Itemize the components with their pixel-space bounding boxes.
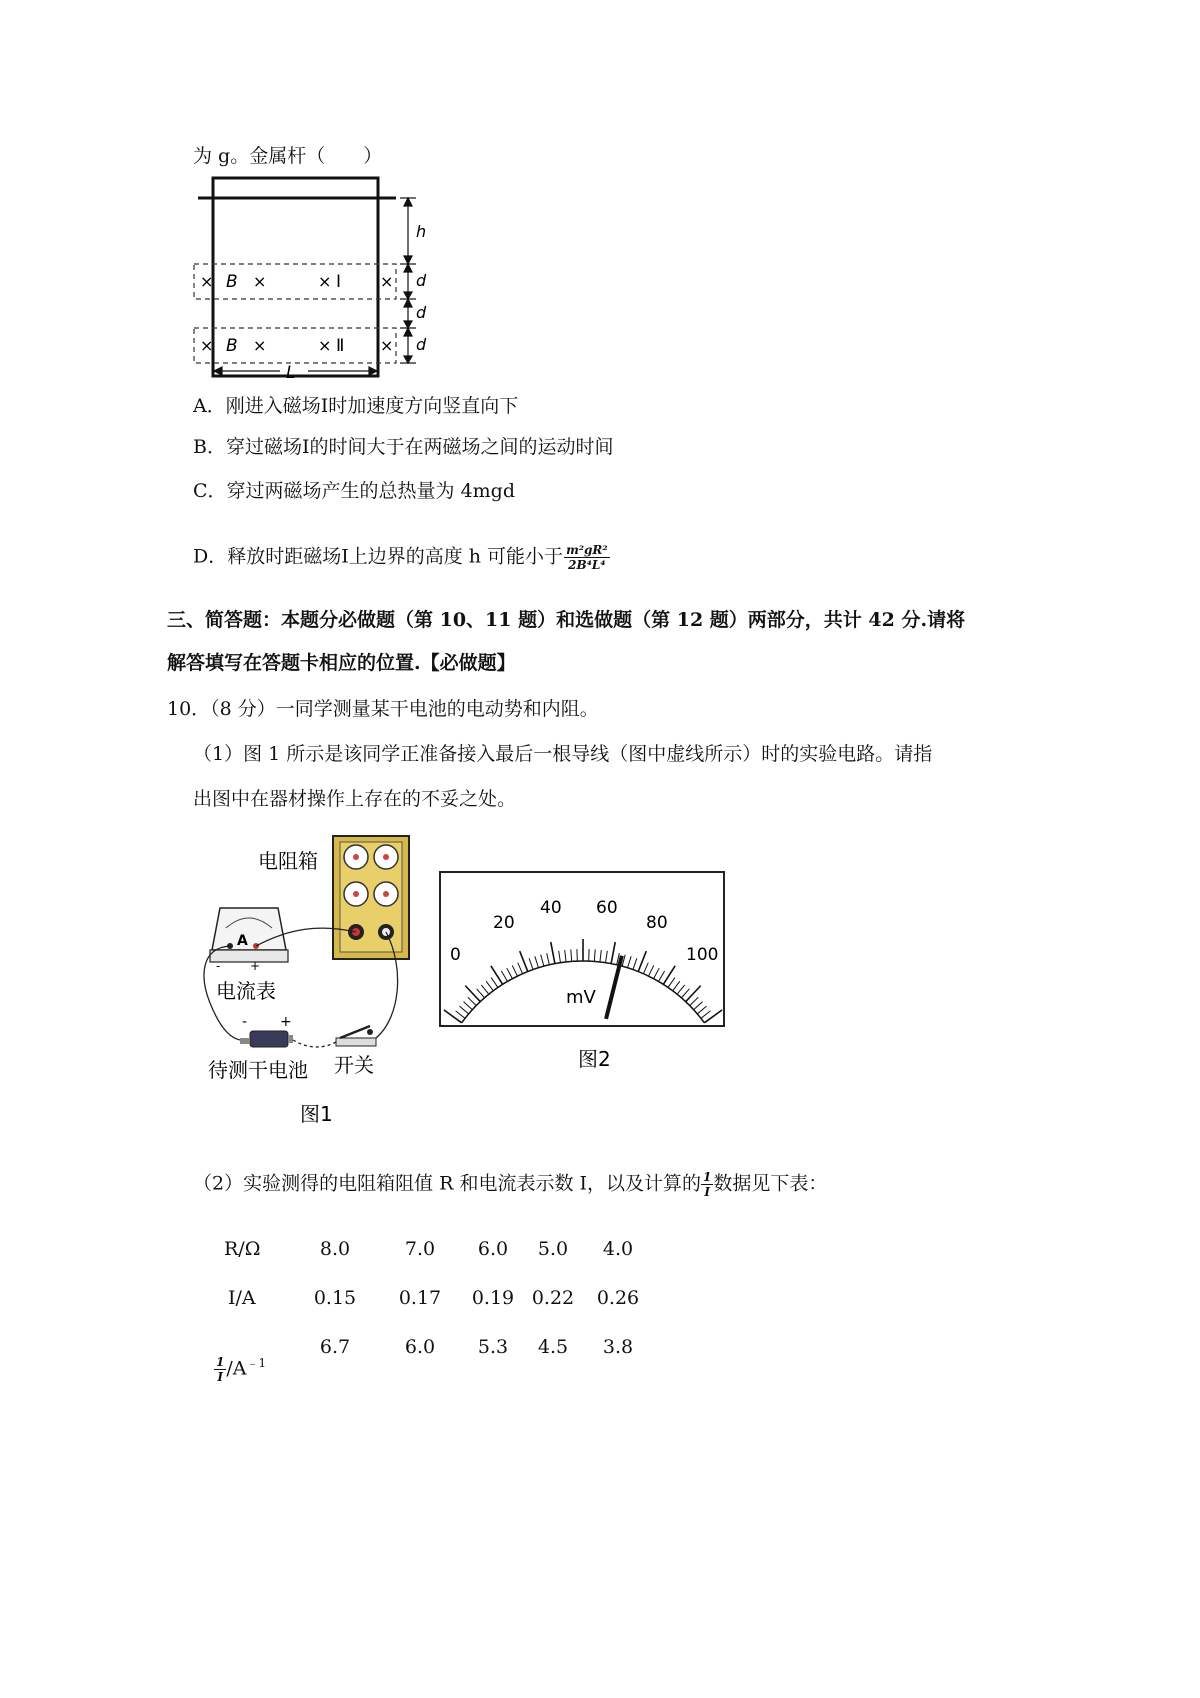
- inv-i-unit: /A: [226, 1357, 247, 1380]
- table-cell-r: 4.0: [602, 1238, 634, 1260]
- section-3-heading-line1: 三、简答题：本题分必做题（第 10、11 题）和选做题（第 12 题）两部分，共计 42 分.请将: [167, 609, 966, 631]
- table-cell-inv-i: 6.7: [319, 1336, 351, 1358]
- figure-2-caption: 图2: [578, 1047, 611, 1071]
- cross-mark: ×: [318, 336, 332, 355]
- table-cell-i: 0.22: [531, 1287, 575, 1309]
- inv-i-fraction: [214, 1355, 226, 1384]
- ammeter-plus: +: [250, 959, 261, 973]
- scale-label-80: 80: [646, 913, 668, 933]
- scale-label-60: 60: [596, 898, 618, 918]
- fraction-numerator: m²gR²: [566, 543, 608, 557]
- table-header-i: I/A: [228, 1287, 256, 1309]
- q9-stem-tail: 为 g。金属杆（ ）: [193, 145, 383, 167]
- figure-2-meter: [438, 866, 728, 1076]
- option-a: A．刚进入磁场Ⅰ时加速度方向竖直向下: [193, 395, 519, 417]
- ammeter-minus: -: [216, 959, 221, 973]
- option-d: [193, 543, 610, 572]
- table-cell-i: 0.17: [398, 1287, 442, 1309]
- battery-label: 待测干电池: [208, 1058, 308, 1082]
- battery-minus: -: [242, 1014, 248, 1030]
- ammeter-symbol: A: [237, 933, 248, 949]
- label-region-I: Ⅰ: [336, 272, 342, 292]
- dashed-wire: [293, 1040, 336, 1047]
- field-region-1: [194, 264, 396, 299]
- q10-part1-line1: （1）图 1 所示是该同学正准备接入最后一根导线（图中虚线所示）时的实验电路。请指: [193, 743, 933, 765]
- field-region-2: [194, 328, 396, 363]
- table-header-inv-i: [214, 1350, 266, 1384]
- scale-label-0: 0: [450, 945, 461, 965]
- table-cell-r: 5.0: [537, 1238, 569, 1260]
- scale-label-20: 20: [493, 913, 515, 933]
- fraction-numerator: 1: [703, 1170, 712, 1184]
- resistor-box-label: 电阻箱: [258, 849, 318, 873]
- width-arrow: [214, 367, 377, 375]
- table-cell-i: 0.26: [596, 1287, 640, 1309]
- cross-mark: ×: [380, 272, 394, 291]
- q9-figure: [188, 170, 448, 385]
- fraction-numerator: 1: [216, 1354, 225, 1369]
- part2-prefix: （2）实验测得的电阻箱阻值 R 和电流表示数 I，以及计算的: [193, 1172, 702, 1195]
- cross-mark: ×: [253, 272, 267, 291]
- part2-suffix: 数据见下表：: [713, 1172, 828, 1195]
- dimension-arrows: [400, 198, 416, 363]
- cross-mark: ×: [318, 272, 332, 291]
- ammeter-label: 电流表: [216, 979, 276, 1003]
- cross-mark: ×: [380, 336, 394, 355]
- fraction-denominator: I: [217, 1369, 223, 1384]
- table-cell-inv-i: 3.8: [602, 1336, 634, 1358]
- figure-1-circuit: [190, 828, 430, 1128]
- table-cell-r: 6.0: [477, 1238, 509, 1260]
- label-d1: d: [416, 271, 427, 290]
- switch: [336, 1026, 376, 1046]
- table-cell-inv-i: 5.3: [477, 1336, 509, 1358]
- fraction-denominator: 2B⁴L⁴: [568, 558, 606, 572]
- cross-mark: ×: [200, 272, 214, 291]
- scale-label-100: 100: [686, 945, 719, 965]
- option-d-fraction: [564, 543, 610, 572]
- label-region-II: Ⅱ: [336, 336, 345, 356]
- option-d-text: D．释放时距磁场Ⅰ上边界的高度 h 可能小于: [193, 545, 564, 568]
- ammeter: [210, 908, 288, 962]
- label-L: L: [286, 363, 296, 383]
- scale-label-40: 40: [540, 898, 562, 918]
- resistor-box: [333, 836, 409, 959]
- table-header-r: R/Ω: [224, 1238, 261, 1260]
- table-cell-i: 0.15: [313, 1287, 357, 1309]
- table-cell-r: 7.0: [404, 1238, 436, 1260]
- q10-part2-text: [193, 1170, 827, 1199]
- battery-plus: +: [280, 1014, 292, 1030]
- label-d2: d: [416, 303, 427, 322]
- cross-mark: ×: [200, 336, 214, 355]
- inv-i-exponent: ﹣1: [246, 1356, 267, 1370]
- table-cell-r: 8.0: [319, 1238, 351, 1260]
- option-b: B．穿过磁场Ⅰ的时间大于在两磁场之间的运动时间: [193, 436, 614, 458]
- cross-mark: ×: [253, 336, 267, 355]
- table-cell-inv-i: 4.5: [537, 1336, 569, 1358]
- part2-fraction: [701, 1170, 713, 1199]
- q10-part1-line2: 出图中在器材操作上存在的不妥之处。: [193, 788, 517, 810]
- label-h: h: [416, 222, 427, 241]
- section-3-heading-line2: 解答填写在答题卡相应的位置.【必做题】: [167, 652, 516, 674]
- label-B2: B: [226, 336, 238, 356]
- label-d3: d: [416, 335, 427, 354]
- meter-unit: mV: [566, 987, 596, 1008]
- rails: [213, 178, 378, 376]
- figure-1-caption: 图1: [300, 1102, 333, 1126]
- q10-stem: 10．（8 分）一同学测量某干电池的电动势和内阻。: [167, 698, 599, 720]
- table-cell-inv-i: 6.0: [404, 1336, 436, 1358]
- table-cell-i: 0.19: [471, 1287, 515, 1309]
- option-c: C．穿过两磁场产生的总热量为 4mgd: [193, 480, 516, 502]
- battery: [240, 1031, 293, 1047]
- label-B1: B: [226, 272, 238, 292]
- fraction-denominator: I: [704, 1185, 711, 1199]
- switch-label: 开关: [334, 1053, 374, 1077]
